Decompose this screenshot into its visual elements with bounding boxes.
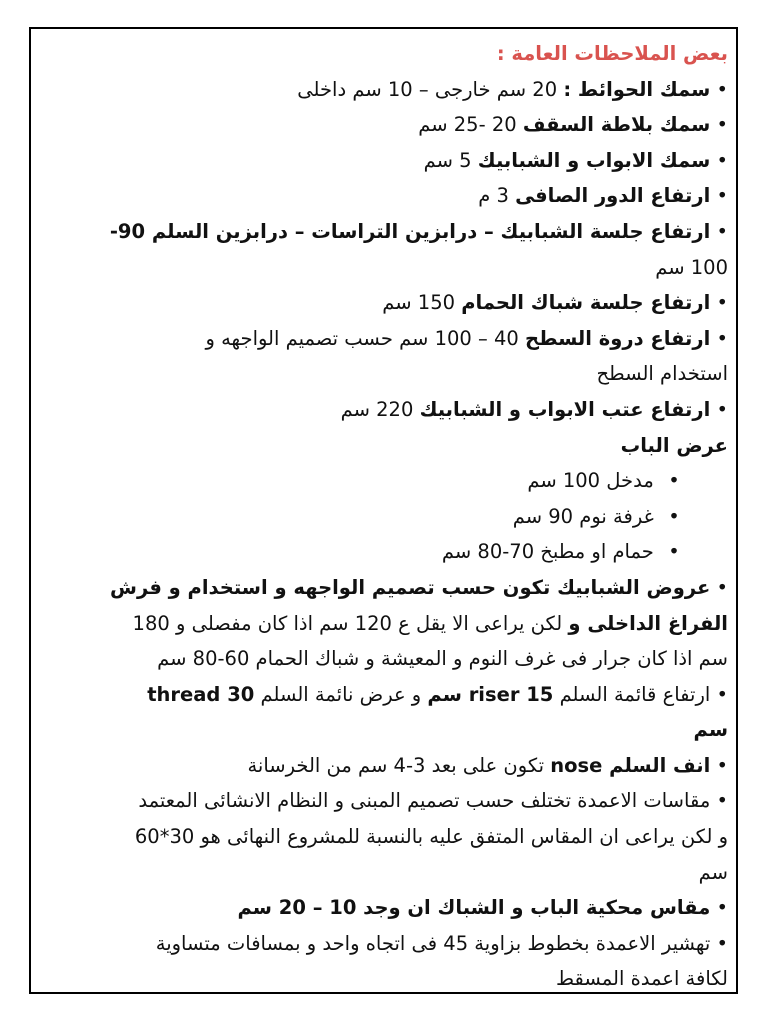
note-nosing xyxy=(50,748,728,784)
note-text: و لكن يراعى ان المقاس المتفق عليه بالنسبة للمشروع النهائى هو 30*60 xyxy=(134,825,728,849)
note-text: 5 سم xyxy=(423,148,478,172)
note-text: مقاسات الاعمدة تختلف حسب تصميم المبنى و النظام الانشائى المعتمد xyxy=(138,789,711,813)
door-width-item xyxy=(50,534,728,570)
door-width-item xyxy=(50,463,728,499)
note-label: ارتفاع دروة السطح xyxy=(525,326,711,350)
note-window-widths xyxy=(50,570,728,606)
notes-content xyxy=(50,36,728,997)
note-text: لكن يراعى الا يقل ع 120 سم اذا كان مفصلى و 180 xyxy=(132,611,569,635)
note-window-widths-cont xyxy=(50,641,728,677)
door-width-text: غرفة نوم 90 سم xyxy=(512,504,654,528)
note-text: 3 م xyxy=(478,184,516,208)
bullet: • xyxy=(716,682,728,706)
bullet: • xyxy=(668,469,680,493)
note-text: 20 سم خارجى – 10 سم داخلى xyxy=(297,77,564,101)
note-label: ارتفاع عتب الابواب و الشبابيك xyxy=(419,397,711,421)
note-parapet xyxy=(50,321,728,357)
note-label: 30 thread xyxy=(147,682,255,706)
door-width-heading: عرض الباب xyxy=(620,433,728,457)
door-width-text: حمام او مطبخ 70-80 سم xyxy=(441,540,654,564)
bullet: • xyxy=(716,219,728,243)
bullet: • xyxy=(716,77,728,101)
note-sill-heights xyxy=(50,214,728,250)
note-label: 15 riser سم xyxy=(427,682,554,706)
bullet: • xyxy=(668,504,680,528)
note-columns-cont xyxy=(50,819,728,855)
note-label: ارتفاع جلسة شباك الحمام xyxy=(461,291,711,315)
note-columns-cont xyxy=(50,855,728,891)
note-columns xyxy=(50,783,728,819)
note-label: الفراغ الداخلى و xyxy=(568,611,728,635)
bullet: • xyxy=(716,326,728,350)
note-text: سم xyxy=(698,860,728,884)
note-text: تهشير الاعمدة بخطوط بزاوية 45 فى اتجاه واحد و بمسافات متساوية xyxy=(155,931,711,955)
note-doors-windows-thickness xyxy=(50,143,728,179)
bullet: • xyxy=(716,931,728,955)
note-text: 100 سم xyxy=(655,255,728,279)
note-text: 40 – 100 سم حسب تصميم الواجهه و xyxy=(205,326,526,350)
note-walls xyxy=(50,72,728,108)
note-label: عروض الشبابيك تكون حسب تصميم الواجهه و استخدام و فرش xyxy=(110,575,711,599)
note-text: ارتفاع قائمة السلم xyxy=(553,682,711,706)
door-width-item xyxy=(50,499,728,535)
note-frame-size xyxy=(50,890,728,926)
note-text: 20 -25 سم xyxy=(418,113,523,137)
notes-heading: بعض الملاحظات العامة : xyxy=(496,42,728,65)
bullet: • xyxy=(716,291,728,315)
note-lintel xyxy=(50,392,728,428)
note-window-widths-cont xyxy=(50,606,728,642)
note-hatching-cont xyxy=(50,961,728,997)
note-bath-window xyxy=(50,285,728,321)
note-label: سمك الابواب و الشبابيك xyxy=(477,148,711,172)
note-label: سمك بلاطة السقف xyxy=(522,113,711,137)
note-stairs-cont: سم xyxy=(693,718,728,742)
note-text: استخدام السطح xyxy=(596,362,728,386)
note-slab xyxy=(50,107,728,143)
bullet: • xyxy=(716,896,728,920)
note-text: و عرض نائمة السلم xyxy=(254,682,428,706)
note-label: مقاس محكية الباب و الشباك ان وجد 10 – 20 سم xyxy=(237,896,711,920)
note-sill-heights-cont xyxy=(50,250,728,286)
note-text: سم اذا كان جرار فى غرف النوم و المعيشة و شباك الحمام 60-80 سم xyxy=(157,647,728,671)
note-label: انف السلم nose xyxy=(550,753,711,777)
note-stairs xyxy=(50,677,728,713)
note-text: 150 سم xyxy=(382,291,462,315)
bullet: • xyxy=(716,184,728,208)
bullet: • xyxy=(716,753,728,777)
note-hatching xyxy=(50,926,728,962)
bullet: • xyxy=(716,789,728,813)
note-parapet-cont xyxy=(50,356,728,392)
note-floor-height xyxy=(50,178,728,214)
bullet: • xyxy=(716,397,728,421)
note-label: سمك الحوائط : xyxy=(563,77,711,101)
door-width-text: مدخل 100 سم xyxy=(527,469,654,493)
note-text: 220 سم xyxy=(340,397,420,421)
bullet: • xyxy=(668,540,680,564)
note-label: ارتفاع الدور الصافى xyxy=(515,184,711,208)
bullet: • xyxy=(716,575,728,599)
bullet: • xyxy=(716,148,728,172)
note-text: لكافة اعمدة المسقط xyxy=(555,967,728,991)
bullet: • xyxy=(716,113,728,137)
note-text: تكون على بعد 3-4 سم من الخرسانة xyxy=(247,753,551,777)
note-label: ارتفاع جلسة الشبابيك – درابزين التراسات – درابزين السلم 90- xyxy=(109,219,711,243)
